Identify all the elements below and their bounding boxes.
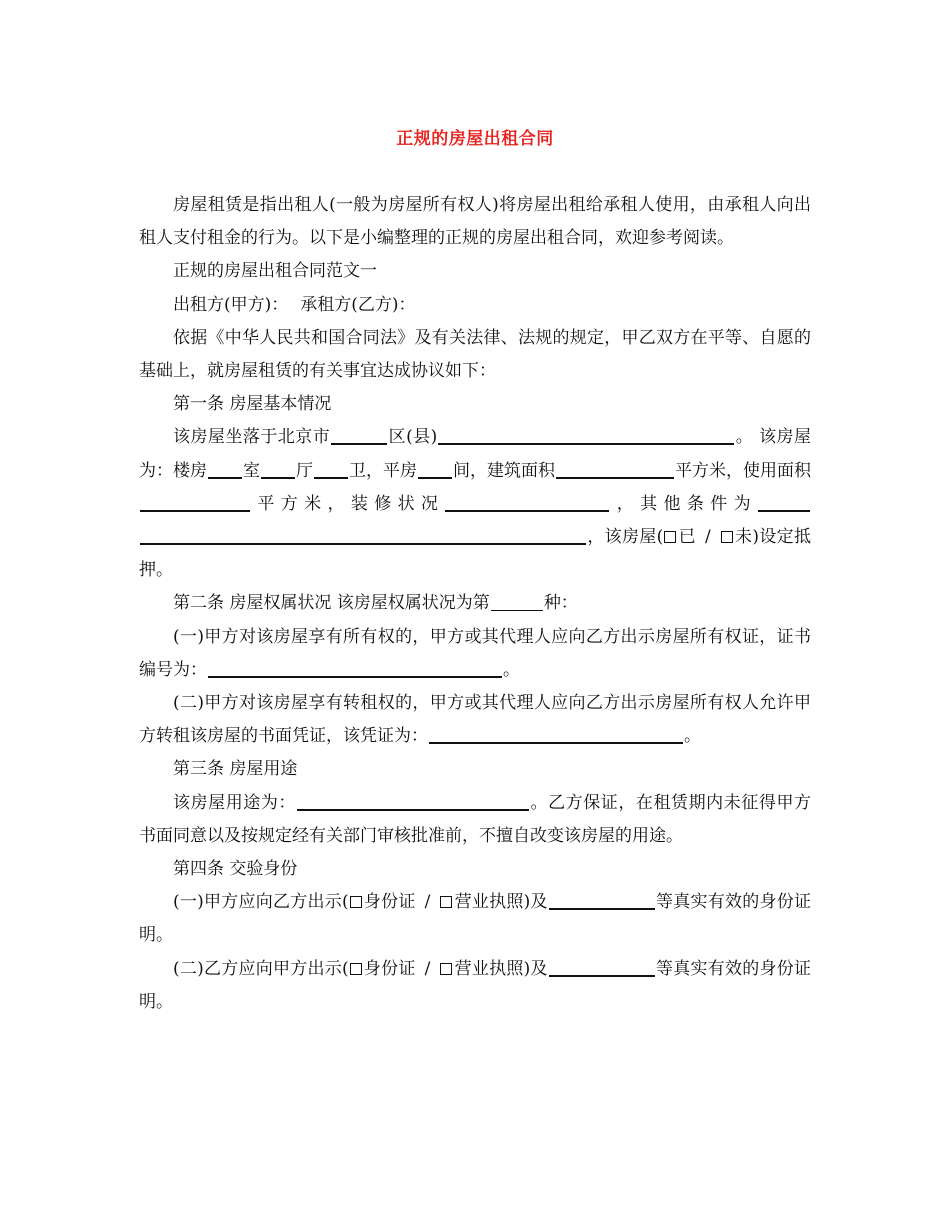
checkbox-id-card-b[interactable] [350,963,362,975]
art1-text: 厅 [296,460,313,481]
art4-text: 身份证 [363,958,416,979]
blank-bungalow-rooms [418,477,452,479]
article-3-heading: 第三条 房屋用途 [173,759,298,780]
art1-text: 室 [243,460,260,481]
art2-text: 。 [684,726,701,747]
checkbox-not-mortgaged[interactable] [721,531,733,543]
blank-usable-area [140,510,250,512]
slash-separator: / [704,527,711,548]
art4-text: (一)甲方应向乙方出示( [173,892,349,913]
article-3-body [139,787,811,853]
art1-text: 平方米，使用面积 [675,460,811,481]
blank-id-docs-b [549,975,655,977]
checkbox-mortgaged[interactable] [664,531,676,543]
blank-other-conditions [758,510,810,512]
blank-building-area [556,477,674,479]
sample-title: 正规的房屋出租合同范文一 [173,261,377,282]
art2-heading-text: 种： [543,593,578,614]
article-2-item-1 [139,621,811,687]
art1-text: 。 该房屋为：楼房 [139,427,812,481]
basis-paragraph: 依据《中华人民共和国合同法》及有关法律、法规的规定，甲乙双方在平等、自愿的基础上，就房屋租赁的有关事宜达成协议如下： [139,327,811,382]
art4-text: 营业执照)及 [454,892,548,913]
art3-text: 。乙方保证，在租赁期内未征得甲方书面同意以及按规定经有关部门审核批准前，不擅自改变该房屋的用途。 [139,792,812,846]
blank-rooms [208,477,242,479]
article-1-heading: 第一条 房屋基本情况 [173,394,332,415]
art1-text: 区(县) [388,427,438,448]
article-2-item-2 [139,687,811,753]
art1-text: 未)设定抵押。 [139,527,811,581]
blank-other-conditions-cont [140,543,586,545]
art2-heading-text: 第二条 房屋权属状况 该房屋权属状况为第 [173,593,490,614]
lessor-label: 出租方(甲方)： [173,294,289,315]
art4-text: 等真实有效的身份证明。 [139,958,811,1012]
document-title: 正规的房屋出租合同 [396,129,554,149]
article-1-body [139,421,811,587]
parties-line [139,289,811,322]
article-4-item-1 [139,886,811,952]
art2-text: 。 [503,659,520,680]
art1-text: ，其他条件为 [610,493,757,514]
art4-text: 营业执照)及 [454,958,548,979]
art2-text: (二)甲方对该房屋享有转租权的，甲方或其代理人应向乙方出示房屋所有权人允许甲方转租该房屋的书面凭证，该凭证为： [139,693,811,747]
blank-house-use [297,809,529,811]
blank-sublease-certificate [429,742,683,744]
blank-ownership-type [491,610,543,611]
article-4-heading: 第四条 交验身份 [173,859,298,880]
lessee-label: 承租方(乙方)： [300,294,416,315]
art4-text: 等真实有效的身份证明。 [139,892,811,946]
checkbox-id-card-a[interactable] [350,896,362,908]
blank-certificate-number [208,676,502,678]
art1-text: 该房屋坐落于北京市 [173,427,331,448]
slash-separator: / [424,892,431,913]
blank-baths [314,477,348,479]
art1-text: 平方米，装修状况 [251,493,445,514]
checkbox-business-license-b[interactable] [440,963,452,975]
article-2-heading [139,587,811,620]
checkbox-business-license-a[interactable] [440,896,452,908]
art1-text: 卫，平房 [349,460,417,481]
blank-halls [261,477,295,479]
blank-decoration [445,510,609,512]
intro-paragraph: 房屋租赁是指出租人(一般为房屋所有权人)将房屋出租给承租人使用，由承租人向出租人支付租金的行为。以下是小编整理的正规的房屋出租合同，欢迎参考阅读。 [139,195,811,249]
art1-text: ，该房屋( [587,527,664,548]
blank-address [438,443,734,445]
art3-text: 该房屋用途为： [173,792,296,813]
blank-district [331,443,387,445]
slash-separator: / [424,958,431,979]
art4-text: (二)乙方应向甲方出示( [173,958,349,979]
art4-text: 身份证 [363,892,416,913]
blank-id-docs-a [549,908,655,910]
article-4-item-2 [139,953,811,1019]
document-body [139,189,811,1019]
art1-text: 间，建筑面积 [453,460,555,481]
art2-text: (一)甲方对该房屋享有所有权的，甲方或其代理人应向乙方出示房屋所有权证，证书编号为： [139,626,811,680]
art1-text: 已 [678,527,696,548]
